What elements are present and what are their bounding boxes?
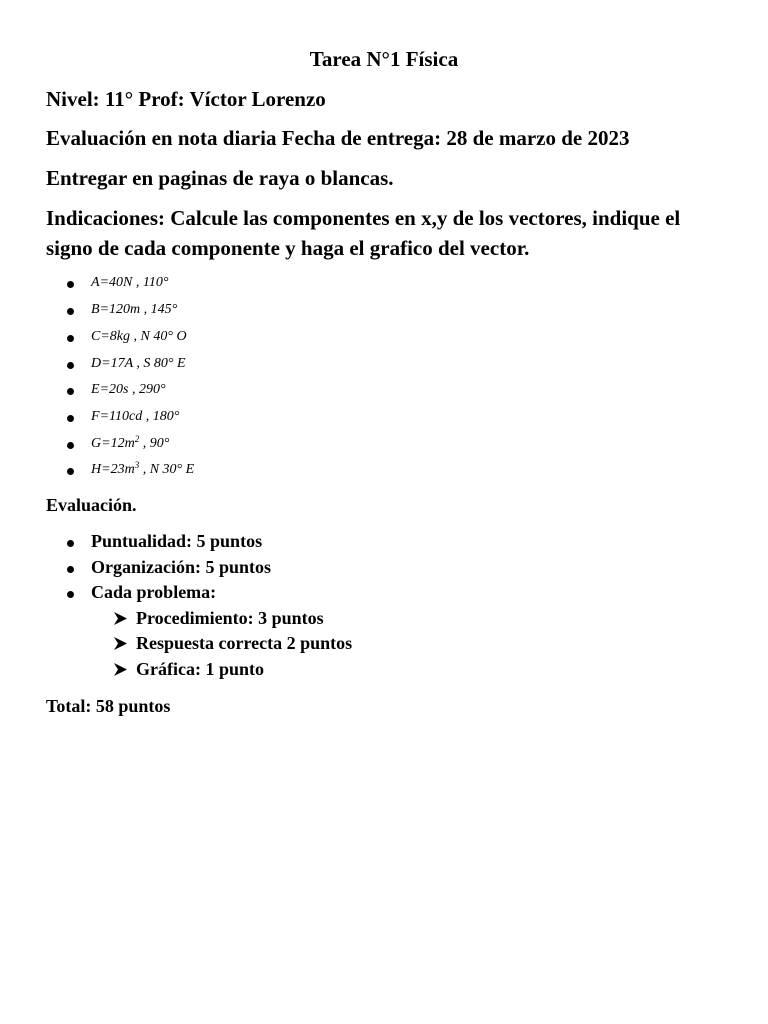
evaluation-date-line: Evaluación en nota diaria Fecha de entrega: 28 de marzo de 2023 xyxy=(46,126,630,150)
vector-name: G xyxy=(91,436,102,451)
vector-unit: m xyxy=(124,462,135,477)
arrowhead-bullet-icon xyxy=(113,636,128,651)
criteria-label: Puntualidad: 5 puntos xyxy=(91,531,263,551)
unit-exponent: 3 xyxy=(134,460,140,470)
vector-angle: 145° xyxy=(150,302,178,317)
vector-equation: C=8kg , N 40° O xyxy=(91,329,187,344)
vector-name: D xyxy=(91,356,102,371)
total-points: Total: 58 puntos xyxy=(46,696,171,716)
vector-name: B xyxy=(91,302,100,317)
vector-unit: s xyxy=(123,382,129,397)
vector-angle: 180° xyxy=(152,409,180,424)
vector-equation: B=120m , 145° xyxy=(91,302,178,317)
bullet-icon xyxy=(67,308,74,315)
bullet-icon xyxy=(67,362,74,369)
vector-magnitude: 8 xyxy=(109,329,117,344)
vector-equation: A=40N , 110° xyxy=(91,275,169,290)
vector-name: A xyxy=(91,275,100,290)
sub-criteria-label: Gráfica: 1 punto xyxy=(136,659,264,679)
vector-equation: $G=12m^2$ , 90° xyxy=(91,434,170,451)
vector-magnitude: 120 xyxy=(109,302,131,317)
vector-angle: N 40° O xyxy=(140,329,187,344)
vector-angle: 110° xyxy=(142,275,169,290)
vector-name: C xyxy=(91,329,101,344)
vector-magnitude: 40 xyxy=(109,275,124,290)
arrowhead-bullet-icon xyxy=(113,662,128,677)
vector-equation: D=17A , S 80° E xyxy=(91,356,186,371)
vector-magnitude: 17 xyxy=(110,356,125,371)
level-teacher-line: Nivel: 11° Prof: Víctor Lorenzo xyxy=(46,87,326,111)
bullet-icon xyxy=(67,281,74,288)
evaluation-heading: Evaluación. xyxy=(46,495,137,515)
criteria-label: Cada problema: xyxy=(91,582,217,602)
bullet-icon xyxy=(67,540,74,547)
vector-equation: F=110cd , 180° xyxy=(91,409,180,424)
bullet-icon xyxy=(67,442,74,449)
instructions-paragraph: Indicaciones: Calcule las componentes en x,y de los vectores, indique el signo de cada componente y haga el grafico del vector. xyxy=(46,206,681,260)
vector-magnitude: 23 xyxy=(110,462,125,477)
vector-angle: N 30° E xyxy=(149,462,195,477)
vector-angle: 290° xyxy=(138,382,166,397)
arrowhead-bullet-icon xyxy=(113,611,128,626)
vector-equation: $H=23m^3$ , N 30° E xyxy=(91,460,195,477)
vector-angle: S 80° E xyxy=(143,356,186,371)
vector-unit: m xyxy=(124,436,135,451)
delivery-instructions-line: Entregar en paginas de raya o blancas. xyxy=(46,166,394,190)
bullet-icon xyxy=(67,415,74,422)
bullet-icon xyxy=(67,468,74,475)
vector-magnitude: 110 xyxy=(109,409,129,424)
vector-equation: E=20s , 290° xyxy=(91,382,166,397)
unit-exponent: 2 xyxy=(134,434,140,444)
bullet-icon xyxy=(67,591,74,598)
criteria-label: Organización: 5 puntos xyxy=(91,557,272,577)
vector-name: H xyxy=(91,462,102,477)
sub-criteria-label: Procedimiento: 3 puntos xyxy=(136,608,324,628)
bullet-icon xyxy=(67,566,74,573)
vector-unit: kg xyxy=(116,329,131,344)
vector-name: F xyxy=(91,409,100,424)
vector-unit: cd xyxy=(128,409,143,424)
bullet-icon xyxy=(67,335,74,342)
vector-magnitude: 12 xyxy=(110,436,125,451)
document-title: Tarea N°1 Física xyxy=(309,47,459,71)
vector-unit: A xyxy=(124,356,133,371)
vector-unit: m xyxy=(130,302,141,317)
vector-angle: 90° xyxy=(149,436,170,451)
bullet-icon xyxy=(67,388,74,395)
vector-unit: N xyxy=(123,275,133,290)
vector-name: E xyxy=(91,382,100,397)
vector-magnitude: 20 xyxy=(109,382,124,397)
sub-criteria-label: Respuesta correcta 2 puntos xyxy=(136,633,353,653)
